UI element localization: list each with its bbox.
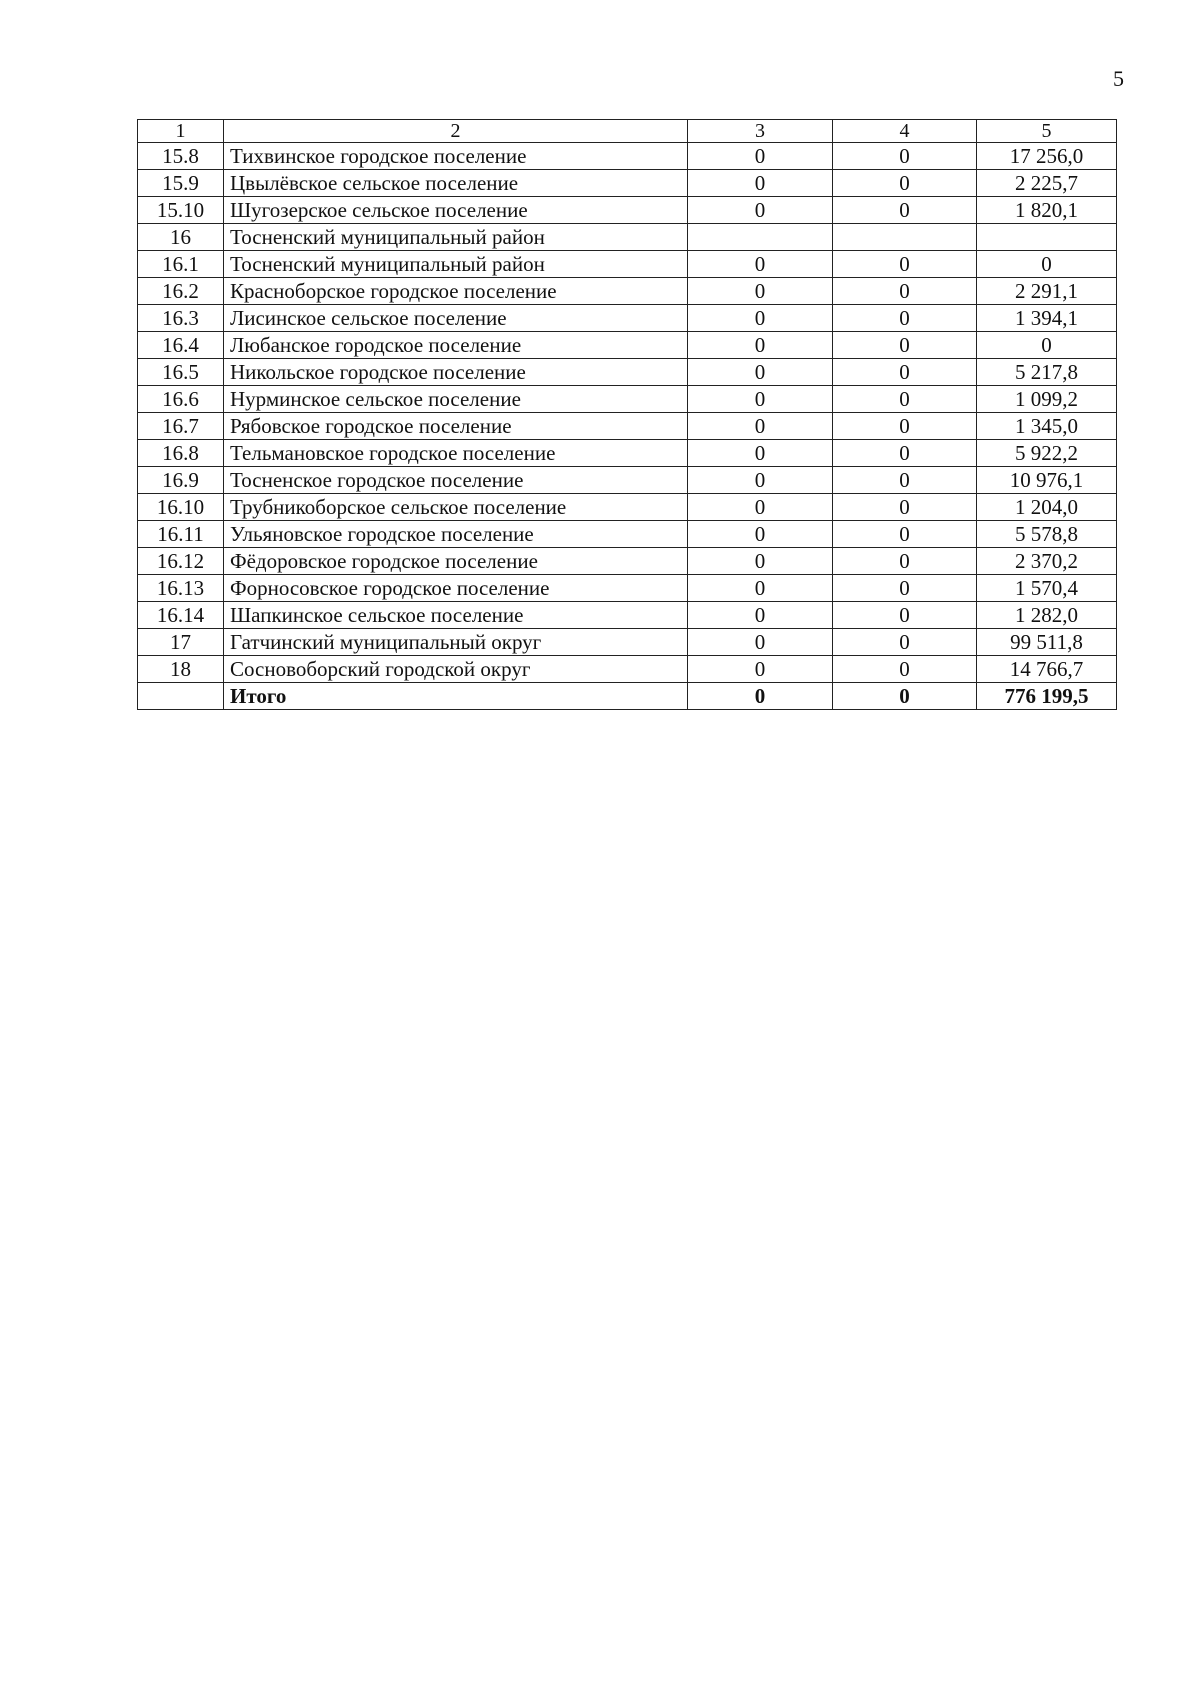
table-row — [138, 170, 1117, 197]
municipality-name-cell: Шугозерское сельское поселение — [224, 197, 688, 224]
col5-value-cell: 99 511,8 — [977, 629, 1117, 656]
municipality-name-cell: Сосновоборский городской округ — [224, 656, 688, 683]
col3-value-cell: 0 — [688, 494, 833, 521]
col3-value-cell: 0 — [688, 170, 833, 197]
col4-value-cell: 0 — [833, 548, 977, 575]
municipality-name-cell: Тосненский муниципальный район — [224, 224, 688, 251]
table-header-row — [138, 120, 1117, 143]
row-number-cell: 16.5 — [138, 359, 224, 386]
municipality-name-cell: Нурминское сельское поселение — [224, 386, 688, 413]
col3-value-cell: 0 — [688, 332, 833, 359]
col5-value-cell: 2 291,1 — [977, 278, 1117, 305]
header-cell: 2 — [224, 120, 688, 143]
row-number-cell: 17 — [138, 629, 224, 656]
row-number-cell: 16.11 — [138, 521, 224, 548]
table-row — [138, 575, 1117, 602]
row-number-cell: 16.8 — [138, 440, 224, 467]
table-row — [138, 386, 1117, 413]
table-total-row — [138, 683, 1117, 710]
row-number-cell: 18 — [138, 656, 224, 683]
col3-value-cell: 0 — [688, 278, 833, 305]
col5-value-cell: 10 976,1 — [977, 467, 1117, 494]
table-row — [138, 224, 1117, 251]
table-row — [138, 656, 1117, 683]
col3-value-cell: 0 — [688, 413, 833, 440]
col5-value-cell: 0 — [977, 251, 1117, 278]
table-row — [138, 602, 1117, 629]
col4-value-cell: 0 — [833, 494, 977, 521]
row-number-cell: 15.8 — [138, 143, 224, 170]
col3-value-cell: 0 — [688, 521, 833, 548]
col4-value-cell: 0 — [833, 386, 977, 413]
table-row — [138, 548, 1117, 575]
col3-value-cell: 0 — [688, 386, 833, 413]
table-row — [138, 359, 1117, 386]
municipality-name-cell: Ульяновское городское поселение — [224, 521, 688, 548]
row-number-cell: 16.3 — [138, 305, 224, 332]
municipality-name-cell: Шапкинское сельское поселение — [224, 602, 688, 629]
row-number-cell: 16.10 — [138, 494, 224, 521]
table-row — [138, 413, 1117, 440]
row-number-cell: 16.13 — [138, 575, 224, 602]
col4-value-cell: 0 — [833, 251, 977, 278]
table-row — [138, 494, 1117, 521]
col5-value-cell: 1 099,2 — [977, 386, 1117, 413]
municipality-name-cell: Любанское городское поселение — [224, 332, 688, 359]
col3-value-cell: 0 — [688, 575, 833, 602]
col4-value-cell: 0 — [833, 575, 977, 602]
table-row — [138, 440, 1117, 467]
col3-value-cell: 0 — [688, 602, 833, 629]
row-number-cell: 16.6 — [138, 386, 224, 413]
row-number-cell: 16.1 — [138, 251, 224, 278]
header-cell: 3 — [688, 120, 833, 143]
municipality-name-cell: Форносовское городское поселение — [224, 575, 688, 602]
col3-value-cell: 0 — [688, 197, 833, 224]
col4-value-cell: 0 — [833, 629, 977, 656]
table-row — [138, 251, 1117, 278]
table-row — [138, 467, 1117, 494]
col4-value-cell: 0 — [833, 143, 977, 170]
row-number-cell: 16.12 — [138, 548, 224, 575]
page-number: 5 — [1113, 66, 1124, 91]
col5-value-cell: 1 820,1 — [977, 197, 1117, 224]
row-number-cell: 15.9 — [138, 170, 224, 197]
col3-value-cell: 0 — [688, 251, 833, 278]
col5-value-cell: 2 225,7 — [977, 170, 1117, 197]
municipality-name-cell: Тосненский муниципальный район — [224, 251, 688, 278]
col4-value-cell: 0 — [833, 332, 977, 359]
total-value-cell: 0 — [688, 683, 833, 710]
col4-value-cell: 0 — [833, 170, 977, 197]
municipality-name-cell: Тихвинское городское поселение — [224, 143, 688, 170]
row-number-cell: 16.4 — [138, 332, 224, 359]
col5-value-cell: 2 370,2 — [977, 548, 1117, 575]
col5-value-cell: 17 256,0 — [977, 143, 1117, 170]
total-value-cell: 0 — [833, 683, 977, 710]
total-value-cell: 776 199,5 — [977, 683, 1117, 710]
municipality-name-cell: Рябовское городское поселение — [224, 413, 688, 440]
municipality-name-cell: Красноборское городское поселение — [224, 278, 688, 305]
col4-value-cell: 0 — [833, 359, 977, 386]
row-number-cell: 16.9 — [138, 467, 224, 494]
col4-value-cell: 0 — [833, 413, 977, 440]
col5-value-cell: 0 — [977, 332, 1117, 359]
col5-value-cell: 1 394,1 — [977, 305, 1117, 332]
table-row — [138, 143, 1117, 170]
municipality-name-cell: Гатчинский муниципальный округ — [224, 629, 688, 656]
table-row — [138, 278, 1117, 305]
col3-value-cell: 0 — [688, 629, 833, 656]
col4-value-cell: 0 — [833, 656, 977, 683]
col5-value-cell — [977, 224, 1117, 251]
municipality-name-cell: Тосненское городское поселение — [224, 467, 688, 494]
row-number-cell: 16 — [138, 224, 224, 251]
table-row — [138, 305, 1117, 332]
col5-value-cell: 1 282,0 — [977, 602, 1117, 629]
col3-value-cell: 0 — [688, 143, 833, 170]
total-value-cell — [138, 683, 224, 710]
col3-value-cell — [688, 224, 833, 251]
header-cell: 4 — [833, 120, 977, 143]
municipality-name-cell: Лисинское сельское поселение — [224, 305, 688, 332]
row-number-cell: 15.10 — [138, 197, 224, 224]
col3-value-cell: 0 — [688, 656, 833, 683]
col4-value-cell: 0 — [833, 602, 977, 629]
table-row — [138, 521, 1117, 548]
col5-value-cell: 1 345,0 — [977, 413, 1117, 440]
municipality-name-cell: Фёдоровское городское поселение — [224, 548, 688, 575]
total-label-cell: Итого — [224, 683, 688, 710]
col4-value-cell: 0 — [833, 197, 977, 224]
col4-value-cell: 0 — [833, 521, 977, 548]
table-row — [138, 332, 1117, 359]
header-cell: 5 — [977, 120, 1117, 143]
table-row — [138, 197, 1117, 224]
row-number-cell: 16.7 — [138, 413, 224, 440]
col4-value-cell: 0 — [833, 305, 977, 332]
col3-value-cell: 0 — [688, 467, 833, 494]
col4-value-cell: 0 — [833, 278, 977, 305]
row-number-cell: 16.2 — [138, 278, 224, 305]
col4-value-cell: 0 — [833, 440, 977, 467]
row-number-cell: 16.14 — [138, 602, 224, 629]
municipality-name-cell: Тельмановское городское поселение — [224, 440, 688, 467]
header-cell: 1 — [138, 120, 224, 143]
col5-value-cell: 1 204,0 — [977, 494, 1117, 521]
table-row — [138, 629, 1117, 656]
col5-value-cell: 5 217,8 — [977, 359, 1117, 386]
data-table — [137, 119, 1117, 710]
col5-value-cell: 1 570,4 — [977, 575, 1117, 602]
municipality-name-cell: Цвылёвское сельское поселение — [224, 170, 688, 197]
col3-value-cell: 0 — [688, 440, 833, 467]
col4-value-cell — [833, 224, 977, 251]
col3-value-cell: 0 — [688, 359, 833, 386]
col5-value-cell: 5 578,8 — [977, 521, 1117, 548]
col3-value-cell: 0 — [688, 305, 833, 332]
municipality-name-cell: Никольское городское поселение — [224, 359, 688, 386]
col5-value-cell: 5 922,2 — [977, 440, 1117, 467]
col5-value-cell: 14 766,7 — [977, 656, 1117, 683]
municipality-name-cell: Трубникоборское сельское поселение — [224, 494, 688, 521]
col4-value-cell: 0 — [833, 467, 977, 494]
col3-value-cell: 0 — [688, 548, 833, 575]
